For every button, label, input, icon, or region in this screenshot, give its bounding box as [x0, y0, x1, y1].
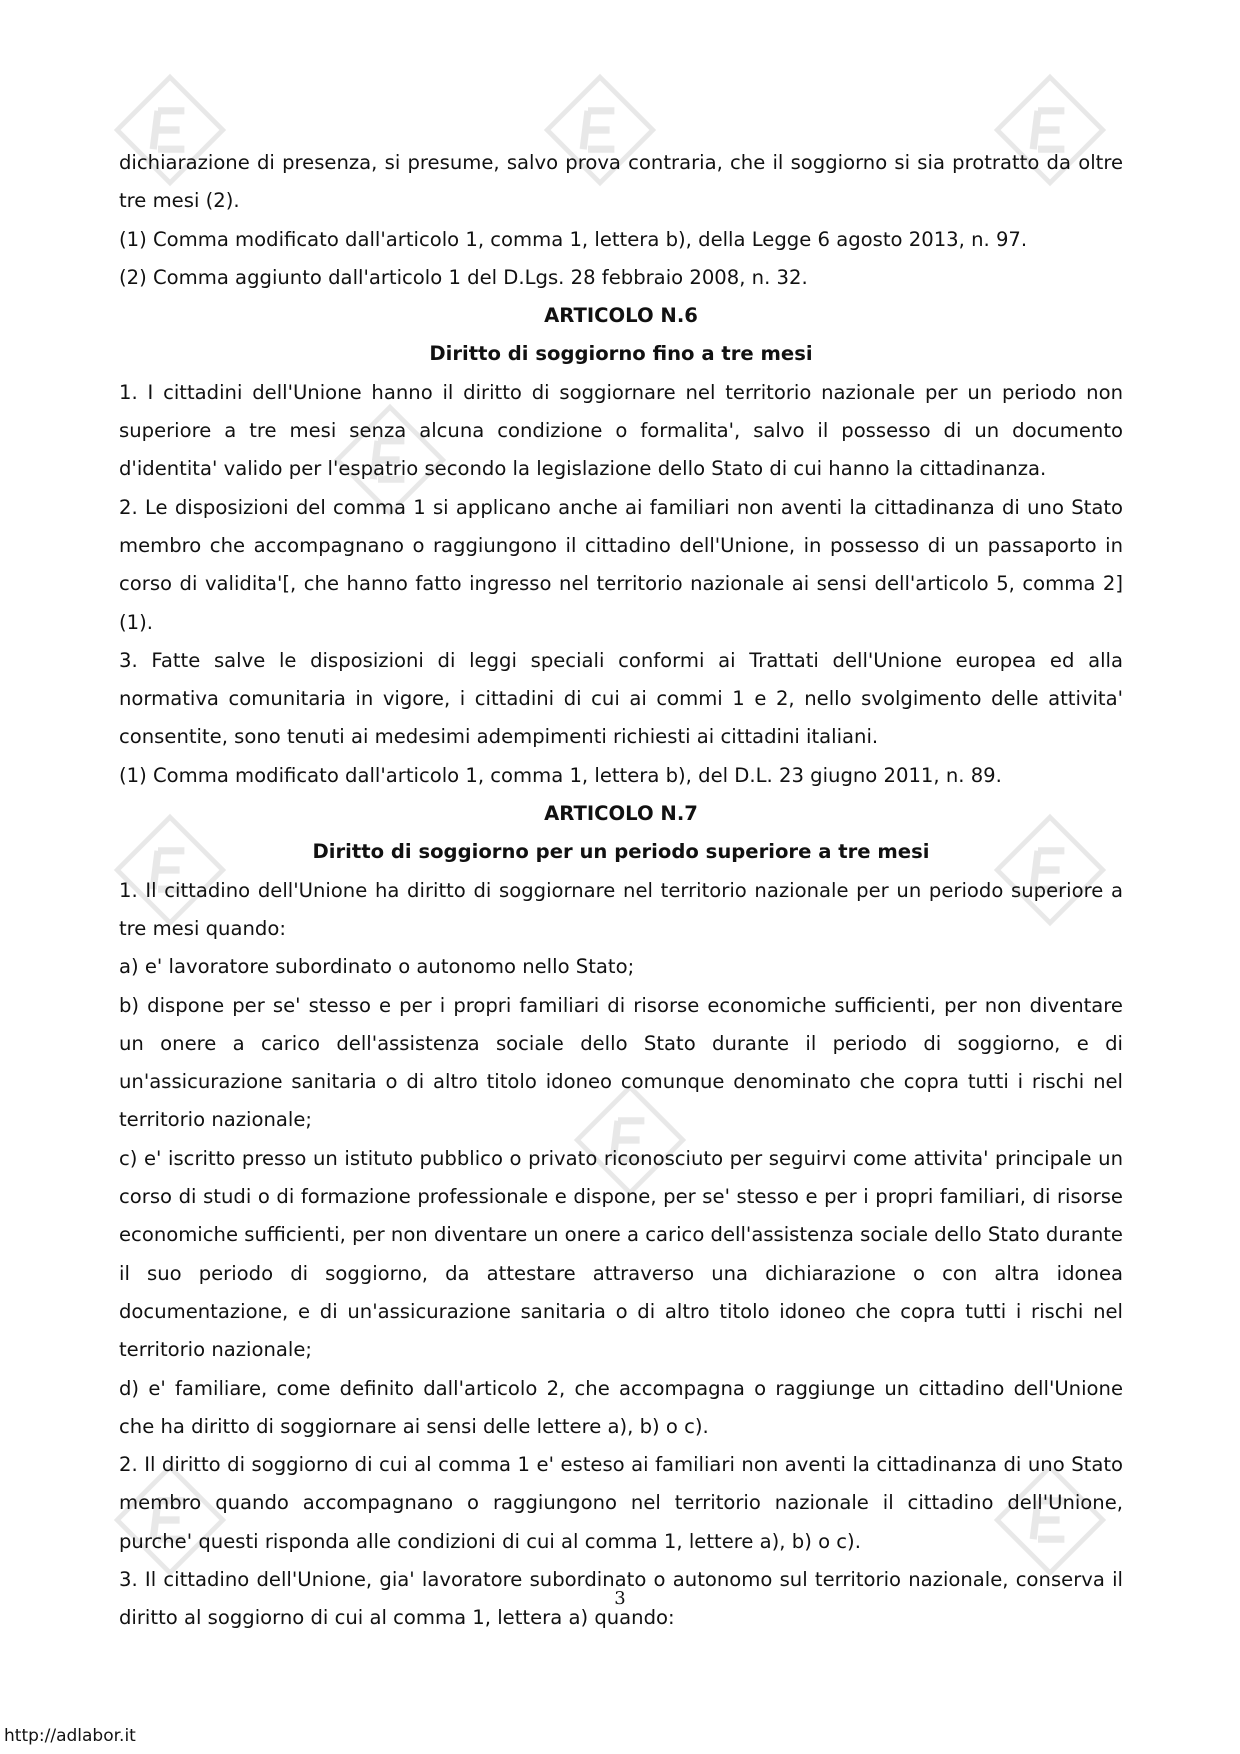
list-item: c) e' iscritto presso un istituto pubblico o privato riconosciuto per seguirvi come attivita' principale un corso di studi o di formazione professionale e dispone, per se' stesso e per i propri familiari, di risorse economiche sufficienti, per non diventare un onere a carico dell'assistenza sociale dello Stato durante il suo periodo di soggiorno, da attestare attraverso una dichiarazione o con altra idonea documentazione, e di un'assicurazione sanitaria o di altro titolo idoneo che copra tutti i rischi nel territorio nazionale; — [119, 1146, 1123, 1362]
article-subheading: Diritto di soggiorno per un periodo superiore a tre mesi — [312, 840, 930, 864]
paragraph: 3. Il cittadino dell'Unione, gia' lavoratore subordinato o autonomo sul territorio nazionale, conserva il diritto al soggiorno di cui al comma 1, lettera a) quando: — [119, 1567, 1123, 1630]
paragraph: 3. Fatte salve le disposizioni di leggi speciali conformi ai Trattati dell'Unione europea ed alla normativa comunitaria in vigore, i cittadini di cui ai commi 1 e 2, nello svolgimento delle attivita' consentite, sono tenuti ai medesimi adempimenti richiesti ai cittadini italiani. — [119, 648, 1123, 749]
list-item: a) e' lavoratore subordinato o autonomo nello Stato; — [119, 955, 635, 979]
paragraph: 1. I cittadini dell'Unione hanno il diritto di soggiornare nel territorio nazionale per un periodo non superiore a tre mesi senza alcuna condizione o formalita', salvo il possesso di un documento d'identita' valido per l'espatrio secondo la legislazione dello Stato di cui hanno la cittadinanza. — [119, 380, 1123, 481]
paragraph: 2. Le disposizioni del comma 1 si applicano anche ai familiari non aventi la cittadinanza di uno Stato membro che accompagnano o raggiungono il cittadino dell'Unione, in possesso di un passaporto in corso di validita'[, che hanno fatto ingresso nel territorio nazionale ai sensi dell'articolo 5, comma 2] (1). — [119, 495, 1123, 634]
list-item: b) dispone per se' stesso e per i propri familiari di risorse economiche sufficienti, per non diventare un onere a carico dell'assistenza sociale dello Stato durante il periodo di soggiorno, e di un'assicurazione sanitaria o di altro titolo idoneo comunque denominato che copra tutti i rischi nel territorio nazionale; — [119, 993, 1123, 1132]
paragraph: 2. Il diritto di soggiorno di cui al comma 1 e' esteso ai familiari non aventi la cittadinanza di uno Stato membro quando accompagnano o raggiungono nel territorio nazionale il cittadino dell'Unione, purche' questi risponda alle condizioni di cui al comma 1, lettere a), b) o c). — [119, 1453, 1123, 1553]
footnote: (1) Comma modificato dall'articolo 1, comma 1, lettera b), del D.L. 23 giugno 2011, n. 89. — [119, 763, 1002, 787]
list-item: d) e' familiare, come definito dall'articolo 2, che accompagna o raggiunge un cittadino dell'Unione che ha diritto di soggiornare ai sensi delle lettere a), b) o c). — [119, 1376, 1123, 1438]
page-number: 3 — [614, 1588, 626, 1609]
footnote: (2) Comma aggiunto dall'articolo 1 del D.Lgs. 28 febbraio 2008, n. 32. — [119, 265, 808, 289]
paragraph: dichiarazione di presenza, si presume, salvo prova contraria, che il soggiorno si sia protratto da oltre tre mesi (2). — [119, 151, 1123, 213]
article-heading: ARTICOLO N.6 — [544, 304, 698, 328]
footnote: (1) Comma modificato dall'articolo 1, comma 1, lettera b), della Legge 6 agosto 2013, n. 97. — [119, 227, 1028, 251]
paragraph: 1. Il cittadino dell'Unione ha diritto di soggiornare nel territorio nazionale per un periodo superiore a tre mesi quando: — [119, 878, 1123, 940]
article-heading: ARTICOLO N.7 — [544, 802, 698, 826]
article-subheading: Diritto di soggiorno fino a tre mesi — [429, 342, 813, 366]
footer-url-link[interactable]: http://adlabor.it — [4, 1726, 136, 1746]
document-body — [119, 144, 1123, 1638]
